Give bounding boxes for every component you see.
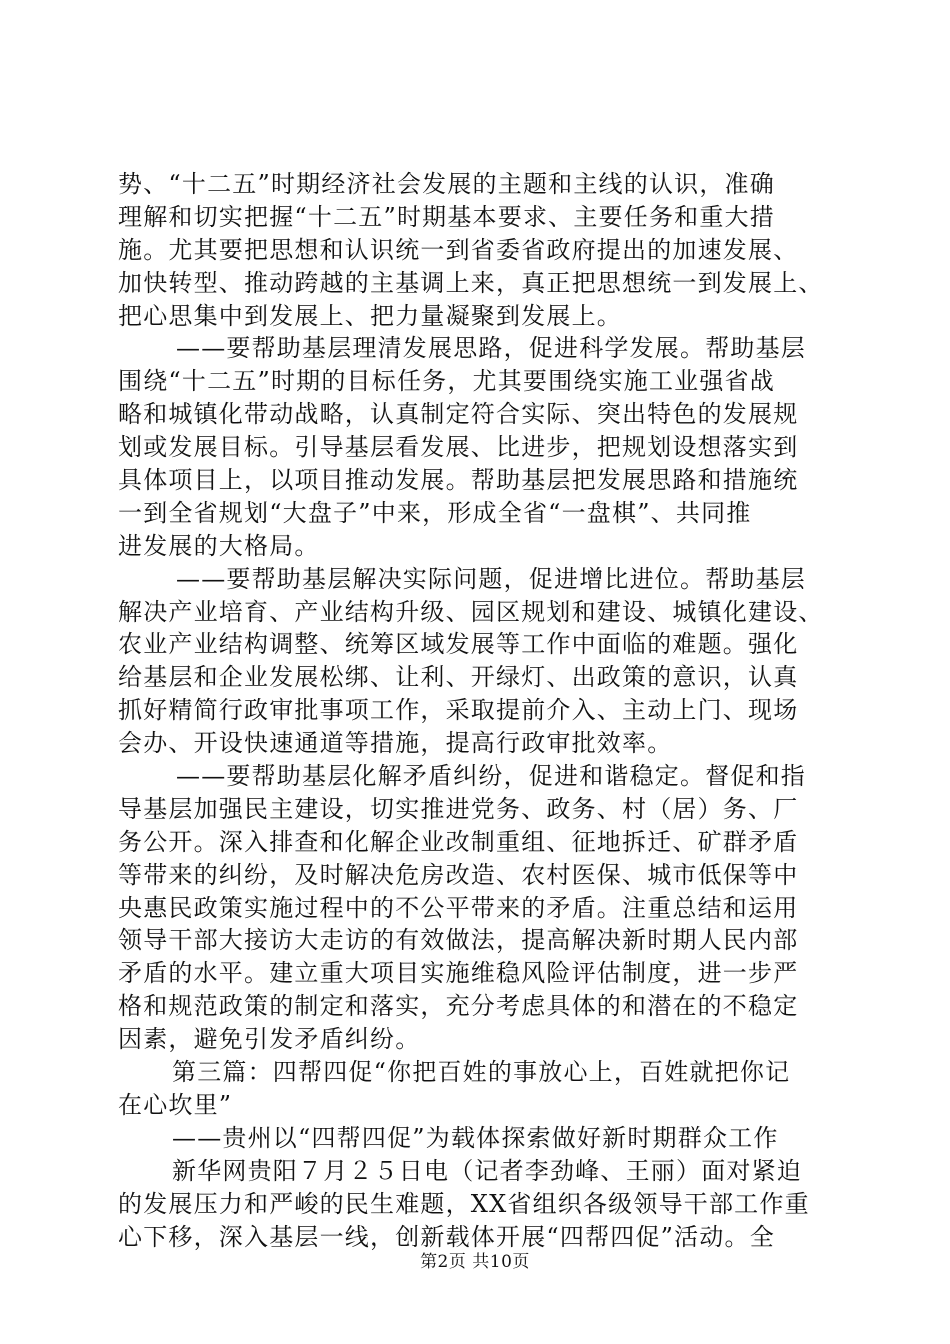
text-line: 把心思集中到发展上、把力量凝聚到发展上。 [118, 301, 622, 330]
document-body [118, 168, 838, 1253]
text-line: 第三篇：四帮四促“你把百姓的事放心上，百姓就把你记 [172, 1058, 791, 1087]
text-line: 导基层加强民主建设，切实推进党务、政务、村（居）务、厂 [118, 794, 799, 823]
text-line: 进发展的大格局。 [118, 531, 320, 560]
text-line: 领导干部大接访大走访的有效做法，提高解决新时期人民内部 [118, 926, 799, 955]
text-line: 会办、开设快速通道等措施，提高行政审批效率。 [118, 729, 673, 758]
text-line: ——要帮助基层理清发展思路，促进科学发展。帮助基层 [176, 334, 806, 363]
text-line: 格和规范政策的制定和落实，充分考虑具体的和潜在的不稳定 [118, 992, 799, 1021]
text-line: 理解和切实把握“十二五”时期基本要求、主要任务和重大措 [118, 202, 775, 231]
text-line: 的发展压力和严峻的民生难题，XX省组织各级领导干部工作重 [118, 1189, 810, 1218]
text-line: 农业产业结构调整、统筹区域发展等工作中面临的难题。强化 [118, 630, 799, 659]
text-line: 势、“十二五”时期经济社会发展的主题和主线的认识，准确 [118, 170, 775, 198]
text-line: 给基层和企业发展松绑、让利、开绿灯、出政策的意识，认真 [118, 663, 799, 692]
text-line: 抓好精简行政审批事项工作，采取提前介入、主动上门、现场 [118, 696, 799, 725]
text-line: 一到全省规划“大盘子”中来，形成全省“一盘棋”、共同推 [118, 498, 752, 527]
text-line: 新华网贵阳７月２５日电（记者李劲峰、王丽）面对紧迫 [172, 1156, 802, 1185]
text-line: 因素，避免引发矛盾纠纷。 [118, 1025, 421, 1054]
text-line: 解决产业培育、产业结构升级、园区规划和建设、城镇化建设、 [118, 597, 824, 626]
text-line: ——要帮助基层化解矛盾纠纷，促进和谐稳定。督促和指 [176, 762, 806, 791]
text-line: 具体项目上，以项目推动发展。帮助基层把发展思路和措施统 [118, 466, 799, 495]
text-line: 务公开。深入排查和化解企业改制重组、征地拆迁、矿群矛盾 [118, 827, 799, 856]
page-footer: 第2页 共10页 [420, 1252, 530, 1272]
text-line: 加快转型、推动跨越的主基调上来，真正把思想统一到发展上、 [118, 268, 824, 297]
text-line: 划或发展目标。引导基层看发展、比进步，把规划设想落实到 [118, 433, 799, 462]
text-line: ——贵州以“四帮四促”为载体探索做好新时期群众工作 [172, 1123, 779, 1152]
text-line: ——要帮助基层解决实际问题，促进增比进位。帮助基层 [176, 564, 806, 593]
text-line: 围绕“十二五”时期的目标任务，尤其要围绕实施工业强省战 [118, 367, 775, 396]
text-line: 央惠民政策实施过程中的不公平带来的矛盾。注重总结和运用 [118, 893, 799, 922]
text-line: 略和城镇化带动战略，认真制定符合实际、突出特色的发展规 [118, 400, 799, 429]
text-line: 施。尤其要把思想和认识统一到省委省政府提出的加速发展、 [118, 235, 799, 264]
text-line: 矛盾的水平。建立重大项目实施维稳风险评估制度，进一步严 [118, 959, 799, 988]
text-line: 等带来的纠纷，及时解决危房改造、农村医保、城市低保等中 [118, 860, 799, 889]
text-line: 心下移，深入基层一线，创新载体开展“四帮四促”活动。全 [118, 1222, 775, 1251]
text-line: 在心坎里” [118, 1090, 233, 1119]
